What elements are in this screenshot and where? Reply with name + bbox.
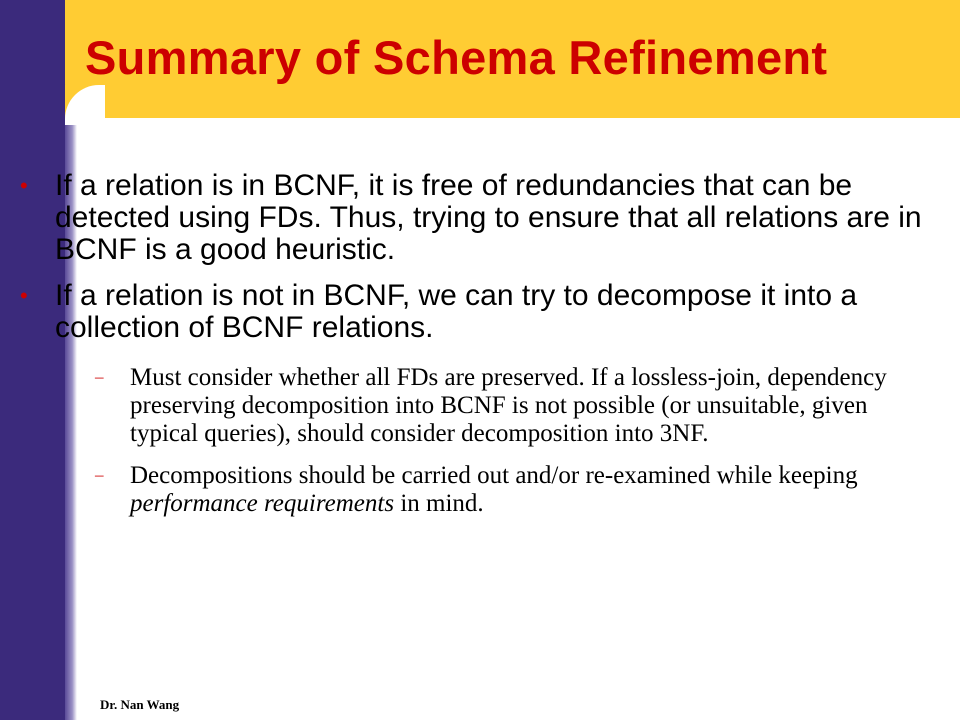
sub-bullet-item [55, 462, 940, 518]
bullet-dot-icon: • [20, 283, 28, 308]
header-corner-curve [65, 85, 105, 125]
footer-author: Dr. Nan Wang [100, 697, 180, 712]
bullet-text: If a relation is not in BCNF, we can try to decompose it into a collection of BCNF relations. [55, 279, 858, 344]
sub-bullet-item [55, 364, 940, 448]
sub-bullet-text-end: in mind. [394, 490, 484, 517]
bullet-dot-icon: • [20, 173, 28, 198]
slide-title: Summary of Schema Refinement [85, 31, 828, 84]
bullet-item [20, 170, 940, 266]
dash-icon: – [95, 367, 104, 386]
sub-bullet-text: Must consider whether all FDs are preserved. If a lossless-join, dependency preserving decomposition into BCNF is not possible (or unsuitable, given typical queries), should consider decomposition into 3NF. [130, 364, 887, 447]
sub-bullet-list [55, 364, 940, 518]
emphasized-text: performance requirements [130, 490, 395, 517]
bullet-list [20, 170, 940, 518]
bullet-item [20, 280, 940, 518]
dash-icon: – [95, 465, 104, 484]
bullet-text: If a relation is in BCNF, it is free of redundancies that can be detected using FDs. Thus, trying to ensure that all relations are in BCNF is a good heuristic. [55, 169, 922, 266]
sub-bullet-text-start: Decompositions should be carried out and/or re-examined while keeping [130, 462, 858, 489]
